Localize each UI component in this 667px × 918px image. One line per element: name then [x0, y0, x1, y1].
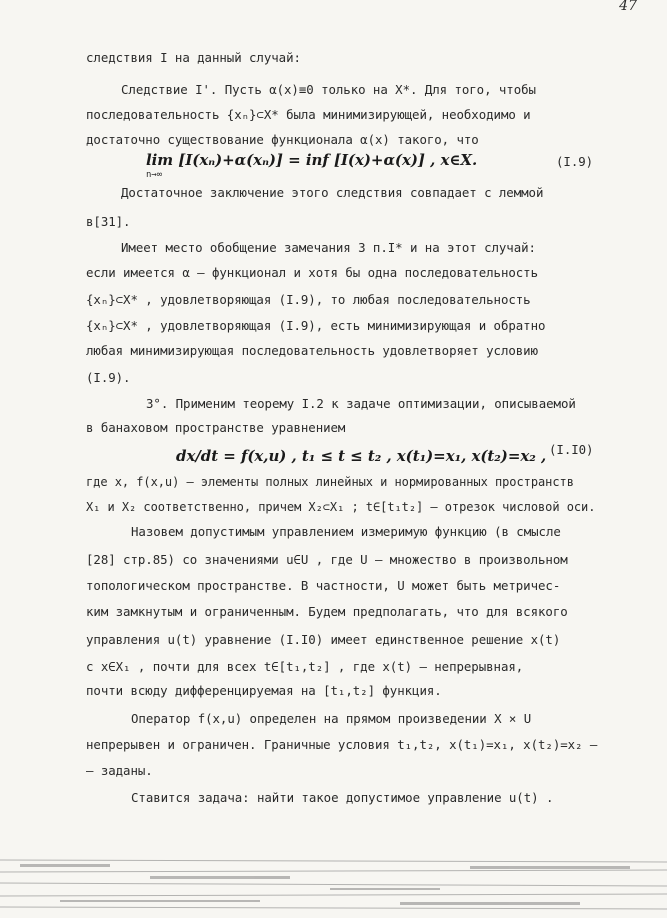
text-line: (I.9).: [86, 370, 131, 385]
text-line: управления u(t) уравнение (I.I0) имеет единственное решение x(t): [86, 632, 561, 647]
text-line: [28] стр.85) со значениями u∈U , где U – множество в произвольном: [86, 552, 568, 567]
text-line-heading: Следствие I'. Пусть α(x)≡0 только на X*. Для того, чтобы: [121, 82, 536, 97]
formula-1-10: dx/dt = f(x,u) , t₁ ≤ t ≤ t₂ , x(t₁)=x₁, x(t₂)=x₂ ,: [176, 447, 547, 465]
scan-noise-band: [0, 852, 667, 918]
text-line: ким замкнутым и ограниченным. Будем предполагать, что для всякого: [86, 604, 568, 619]
text-line: почти всюду дифференцируемая на [t₁,t₂] функция.: [86, 683, 442, 698]
text-line: непрерывен и ограничен. Граничные условия t₁,t₂, x(t₁)=x₁, x(t₂)=x₂ –: [86, 737, 598, 752]
page-number: 47: [619, 0, 637, 14]
formula-1-9: lim [I(xₙ)+α(xₙ)] = inf [I(x)+α(x)] , x∈X.: [146, 151, 478, 169]
task-statement: Ставится задача: найти такое допустимое управление u(t) .: [131, 790, 554, 805]
text-line: Оператор f(x,u) определен на прямом произведении X × U: [131, 711, 532, 726]
text-line: последовательность {xₙ}⊂X* была минимизирующей, необходимо и: [86, 107, 531, 122]
equation-number: (I.9): [556, 154, 594, 169]
text-line: – заданы.: [86, 763, 153, 778]
text-line: 3°. Применим теорему I.2 к задаче оптимизации, описываемой: [146, 396, 576, 411]
text-line: в банаховом пространстве уравнением: [86, 420, 346, 435]
text-line: {xₙ}⊂X* , удовлетворяющая (I.9), есть минимизирующая и обратно: [86, 318, 546, 333]
text-line: Достаточное заключение этого следствия совпадает с леммой: [121, 185, 544, 200]
equation-number: (I.I0): [549, 442, 594, 457]
limit-subscript: n→∞: [146, 170, 163, 180]
text-line: топологическом пространстве. В частности, U может быть метричес-: [86, 578, 561, 593]
text-line: достаточно существование функционала α(x) такого, что: [86, 132, 479, 147]
text-line: с x∈X₁ , почти для всех t∈[t₁,t₂] , где x(t) – непрерывная,: [86, 659, 524, 674]
text-line: {xₙ}⊂X* , удовлетворяющая (I.9), то любая последовательность: [86, 292, 531, 307]
text-line: Назовем допустимым управлением измеримую функцию (в смысле: [131, 524, 561, 539]
text-line: если имеется α – функционал и хотя бы одна последовательность: [86, 265, 538, 280]
text-line: в[31].: [86, 214, 131, 229]
text-line: следствия I на данный случай:: [86, 50, 301, 65]
text-line: где x, f(x,u) – элементы полных линейных и нормированных пространств: [86, 475, 574, 489]
text-line: любая минимизирующая последовательность удовлетворяет условию: [86, 343, 538, 358]
text-line: Имеет место обобщение замечания 3 п.I* и на этот случай:: [121, 240, 536, 255]
text-line: X₁ и X₂ соответственно, причем X₂⊂X₁ ; t∈[t₁t₂] – отрезок числовой оси.: [86, 500, 596, 514]
